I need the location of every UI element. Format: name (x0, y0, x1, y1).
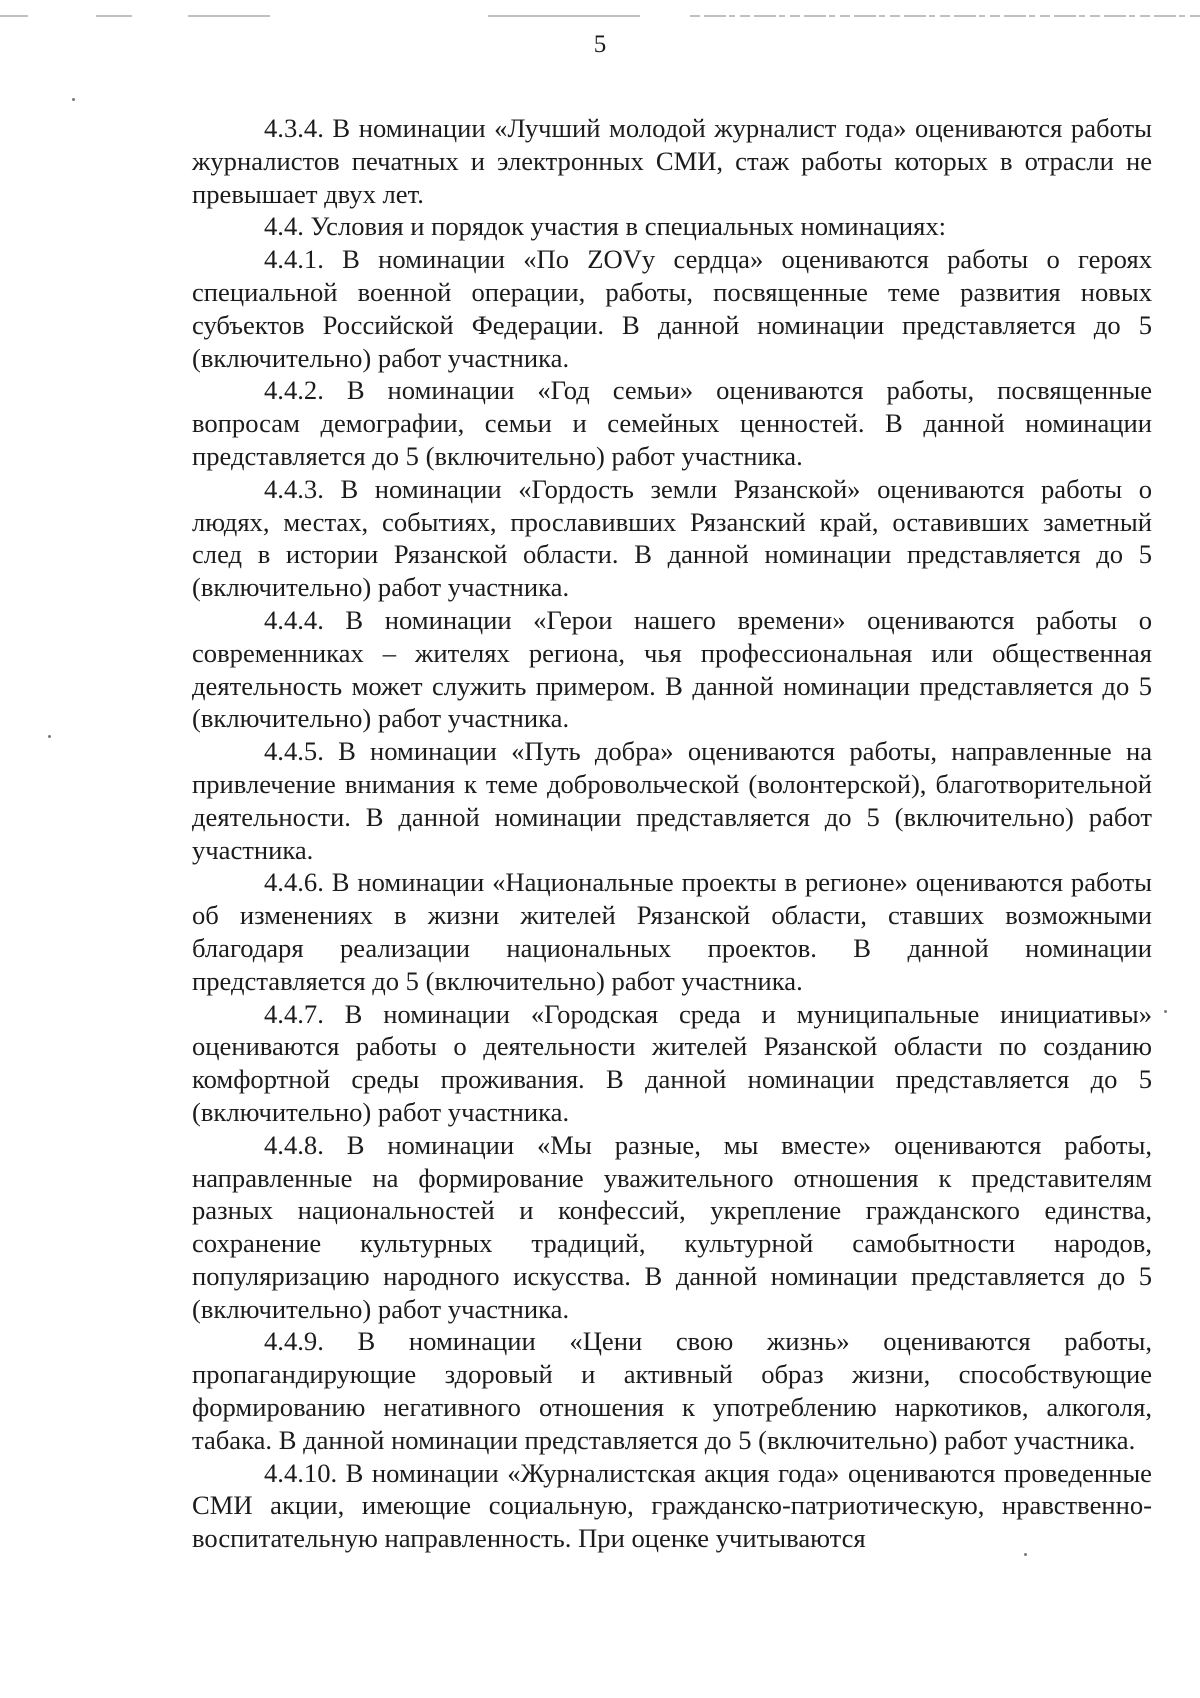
paragraph-4-4-7: 4.4.7. В номинации «Городская среда и муниципальные инициативы» оцениваются работы о деятельности жителей Рязанской области по созданию комфортной среды проживания. В данной номинации представляется до 5 (включительно) работ участника. (192, 998, 1152, 1127)
paragraph-4-4-10: 4.4.10. В номинации «Журналистская акция года» оцениваются проведенные СМИ акции, имеющие социальную, гражданско-патриотическую, нравственно-воспитательную направленность. При оценке учитываются (192, 1457, 1152, 1554)
paragraph-4-4-9: 4.4.9. В номинации «Цени свою жизнь» оцениваются работы, пропагандирующие здоровый и активный образ жизни, способствующие формированию негативного отношения к употреблению наркотиков, алкоголя, табака. В данной номинации представляется до 5 (включительно) работ участника. (192, 1326, 1152, 1455)
scan-speck (72, 98, 75, 101)
paragraph-4-3-4: 4.3.4. В номинации «Лучший молодой журналист года» оцениваются работы журналистов печатных и электронных СМИ, стаж работы которых в отрасли не превышает двух лет. (192, 113, 1152, 209)
paragraph-4-4-6: 4.4.6. В номинации «Национальные проекты в регионе» оцениваются работы об изменениях в жизни жителей Рязанской области, ставших возможными благодаря реализации национальных проектов. В данной номинации представляется до 5 (включительно) работ участника. (192, 867, 1152, 996)
document-body (192, 112, 1152, 1555)
scan-speck (1164, 1010, 1167, 1013)
scan-speck (48, 735, 51, 738)
paragraph-4-4-1: 4.4.1. В номинации «По ZOVу сердца» оцениваются работы о героях специальной военной операции, работы, посвященные теме развития новых субъектов Российской Федерации. В данной номинации представляется до 5 (включительно) работ участника. (192, 244, 1152, 373)
scan-edge-artifact (0, 14, 1200, 18)
paragraph-4-4-5: 4.4.5. В номинации «Путь добра» оцениваются работы, направленные на привлечение внимания к теме добровольческой (волонтерской), благотворительной деятельности. В данной номинации представляется до 5 (включительно) работ участника. (192, 736, 1152, 865)
paragraph-4-4-8: 4.4.8. В номинации «Мы разные, мы вместе» оцениваются работы, направленные на формирование уважительного отношения к представителям разных национальностей и конфессий, укрепление гражданского единства, сохранение культурных традиций, культурной самобытности народов, популяризацию народного искусства. В данной номинации представляется до 5 (включительно) работ участника. (192, 1129, 1152, 1324)
page-number: 5 (593, 31, 607, 58)
paragraph-4-4: 4.4. Условия и порядок участия в специальных номинациях: (264, 211, 947, 242)
scan-speck (1024, 1553, 1027, 1556)
paragraph-4-4-3: 4.4.3. В номинации «Гордость земли Рязанской» оцениваются работы о людях, местах, событиях, прославивших Рязанский край, оставивших заметный след в истории Рязанской области. В данной номинации представляется до 5 (включительно) работ участника. (192, 473, 1152, 603)
paragraph-4-4-4: 4.4.4. В номинации «Герои нашего времени» оцениваются работы о современниках – жителях региона, чья профессиональная или общественная деятельность может служить примером. В данной номинации представляется до 5 (включительно) работ участника. (192, 604, 1152, 734)
paragraph-4-4-2: 4.4.2. В номинации «Год семьи» оцениваются работы, посвященные вопросам демографии, семьи и семейных ценностей. В данной номинации представляется до 5 (включительно) работ участника. (192, 375, 1152, 471)
